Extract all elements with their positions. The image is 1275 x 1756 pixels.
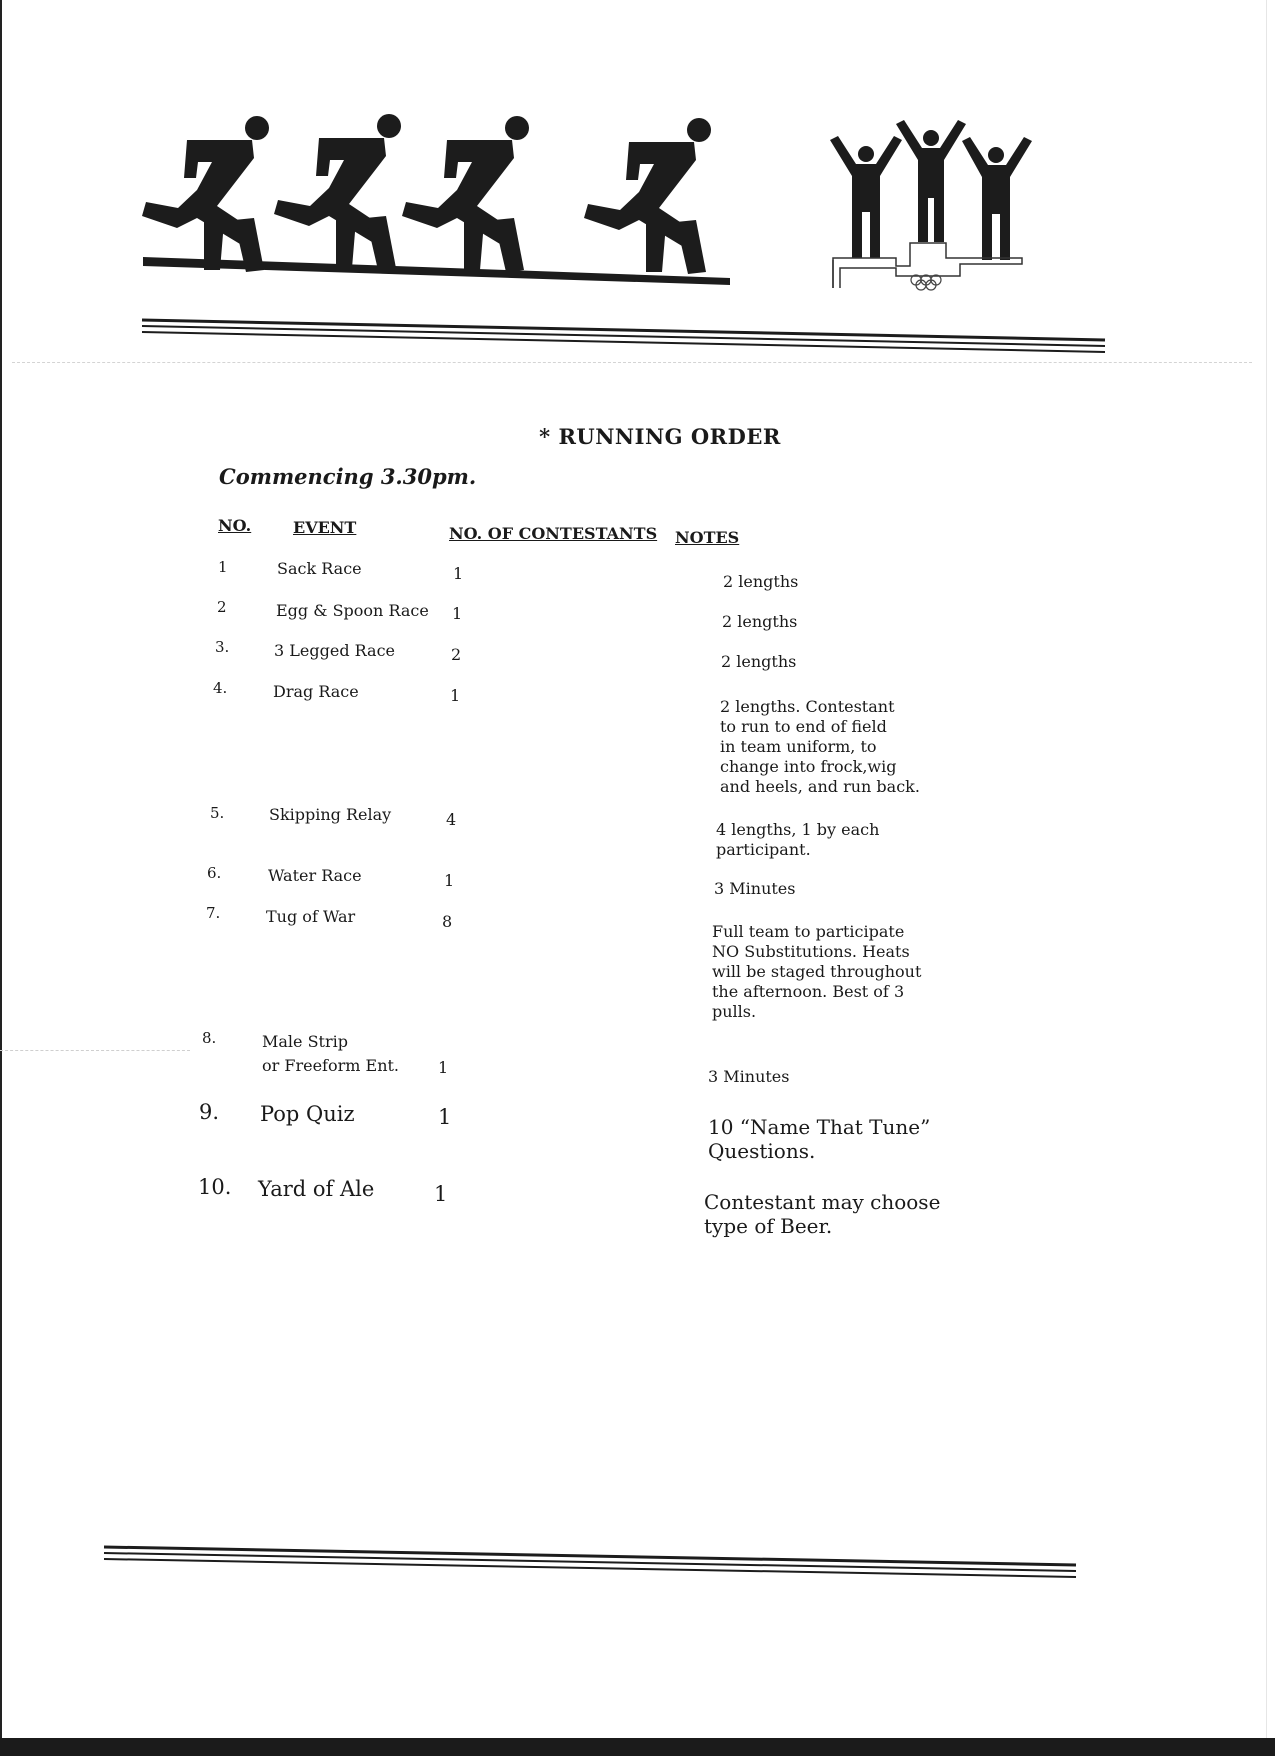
fold-line [12, 362, 1252, 364]
row-number: 7. [206, 904, 221, 922]
contestant-count: 1 [444, 871, 455, 890]
event-notes: 4 lengths, 1 by each participant. [716, 820, 880, 859]
contestant-count: 8 [442, 912, 453, 931]
fold-line [0, 1050, 190, 1052]
contestant-count: 1 [453, 564, 464, 583]
contestant-count: 2 [451, 645, 462, 664]
event-name: Pop Quiz [260, 1102, 355, 1126]
header-artwork [0, 0, 1275, 320]
event-notes: 10 “Name That Tune” Questions. [708, 1115, 931, 1163]
event-name: Drag Race [273, 682, 359, 701]
row-number: 9. [199, 1100, 220, 1124]
row-number: 10. [198, 1175, 232, 1199]
header-triple-rule [0, 310, 1275, 360]
event-notes: 2 lengths [722, 612, 798, 631]
column-header-event: EVENT [293, 518, 357, 537]
podium-winners-icon [830, 120, 1032, 290]
contestant-count: 1 [452, 604, 463, 623]
running-figure-icon [142, 116, 269, 272]
start-time: Commencing 3.30pm. [219, 464, 477, 489]
column-header-contestants: NO. OF CONTESTANTS [449, 524, 658, 543]
event-notes: 2 lengths [723, 572, 799, 591]
column-header-notes: NOTES [675, 528, 740, 547]
running-figure-icon [584, 118, 711, 274]
event-name: Tug of War [266, 907, 356, 926]
event-name: Egg & Spoon Race [276, 601, 429, 620]
row-number: 2 [217, 598, 227, 616]
event-name: Sack Race [277, 559, 362, 578]
scan-edge [0, 1738, 1275, 1756]
event-name: Yard of Ale [258, 1177, 375, 1201]
event-name: Male Strip or Freeform Ent. [262, 1032, 400, 1075]
column-header-no: NO. [218, 516, 252, 535]
contestant-count: 1 [450, 686, 461, 705]
row-number: 8. [202, 1029, 217, 1047]
contestant-count: 1 [438, 1105, 452, 1129]
contestant-count: 1 [434, 1182, 448, 1206]
event-notes: 2 lengths. Contestant to run to end of field in team uniform, to change into frock,wig and heels, and run back. [720, 697, 920, 796]
footer-triple-rule [0, 1535, 1275, 1585]
track-line [143, 257, 730, 285]
event-notes: 3 Minutes [708, 1067, 790, 1086]
event-name: Water Race [268, 866, 362, 885]
event-notes: Full team to participate NO Substitutions. Heats will be staged throughout the afternoon. Best of 3 pulls. [712, 922, 922, 1021]
event-notes: 3 Minutes [714, 879, 796, 898]
row-number: 3. [215, 638, 230, 656]
row-number: 6. [207, 864, 222, 882]
event-notes: 2 lengths [721, 652, 797, 671]
contestant-count: 4 [446, 810, 457, 829]
row-number: 1 [218, 558, 228, 576]
running-figure-icon [402, 116, 529, 272]
event-notes: Contestant may choose type of Beer. [704, 1190, 941, 1238]
row-number: 4. [213, 679, 228, 697]
running-figure-icon [274, 114, 401, 270]
event-name: Skipping Relay [269, 805, 392, 824]
page-title: * RUNNING ORDER [539, 424, 781, 449]
row-number: 5. [210, 804, 225, 822]
event-name: 3 Legged Race [274, 641, 396, 660]
contestant-count: 1 [438, 1058, 449, 1077]
